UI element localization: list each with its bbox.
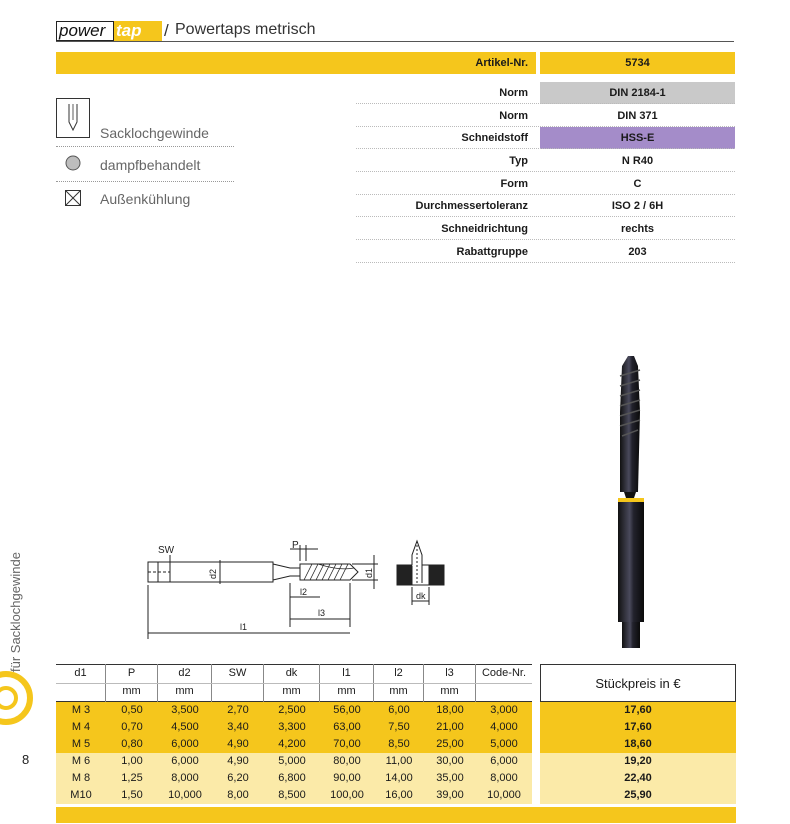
col-header-p: P (127, 667, 136, 679)
spec-label: Schneidstoff (461, 132, 528, 144)
corner-logo-icon (0, 670, 48, 726)
label-l3: l3 (318, 608, 326, 618)
side-category-text: für Sacklochgewinde (8, 552, 23, 672)
col-header-sw: SW (228, 667, 247, 679)
label-d1: d1 (364, 567, 374, 578)
legend-kuehlung: Außenkühlung (100, 191, 191, 207)
spec-row-norm-1 (56, 82, 735, 104)
legend-dampf: dampfbehandelt (100, 157, 201, 173)
spec-value: 203 (628, 246, 647, 258)
price-cell: 17,60 (624, 721, 652, 733)
spec-label: Artikel-Nr. (56, 52, 536, 74)
table-footer-bar (56, 807, 736, 823)
spec-value: DIN 2184-1 (540, 82, 735, 104)
external-cooling-icon (65, 190, 81, 206)
price-cell: 22,40 (624, 772, 652, 784)
table-row: M 5 0,80 6,000 4,90 4,200 70,00 8,50 25,00 5,000 18,60 (56, 736, 736, 753)
price-cell: 18,60 (624, 738, 652, 750)
tap-product-image (600, 352, 662, 652)
spec-row-artikel (56, 52, 735, 74)
spec-value: 5734 (540, 52, 735, 74)
price-cell: 17,60 (624, 704, 652, 716)
table-row: M 4 0,70 4,500 3,40 3,300 63,00 7,50 21,00 4,000 17,60 (56, 719, 736, 736)
spec-row-norm-2 (56, 105, 735, 127)
label-p: P (292, 540, 299, 551)
steam-treated-icon (65, 155, 81, 171)
spec-value: N R40 (621, 155, 654, 167)
col-header-d1: d1 (74, 667, 87, 679)
spec-row-schneidrichtung (56, 218, 735, 240)
col-header-l2: l2 (394, 667, 403, 679)
label-dk: dk (416, 591, 426, 601)
powertap-logo (56, 21, 162, 41)
price-cell: 19,20 (624, 755, 652, 767)
label-d2: d2 (208, 568, 218, 579)
spec-label: Typ (509, 155, 528, 167)
page-number: 8 (22, 752, 30, 767)
spec-label: Durchmessertoleranz (415, 200, 528, 212)
technical-drawing (140, 535, 470, 640)
spec-row-rabattgruppe (56, 241, 735, 263)
price-header: Stückpreis in € (540, 664, 736, 702)
spec-value: C (633, 178, 642, 190)
spec-value: ISO 2 / 6H (611, 200, 664, 212)
spec-label: Norm (499, 87, 528, 99)
label-l2: l2 (300, 587, 308, 597)
table-row: M 6 1,00 6,000 4,90 5,000 80,00 11,00 30,00 6,000 19,20 (56, 753, 736, 770)
logo-power: power (56, 21, 114, 41)
spec-value: DIN 371 (617, 110, 658, 122)
blind-hole-icon (56, 98, 90, 138)
col-header-dk: dk (285, 667, 298, 679)
spec-label: Norm (499, 110, 528, 122)
spec-value: rechts (620, 223, 655, 235)
spec-label: Form (500, 178, 528, 190)
table-row: M 8 1,25 8,000 6,20 6,800 90,00 14,00 35,00 8,000 22,40 (56, 770, 736, 787)
table-row: M 3 0,50 3,500 2,70 2,500 56,00 6,00 18,00 3,000 17,60 (56, 702, 736, 719)
logo-tap: tap (114, 21, 162, 41)
legend-sackloch: Sacklochgewinde (100, 125, 209, 141)
col-header-l3: l3 (445, 667, 454, 679)
col-header-l1: l1 (342, 667, 351, 679)
page-title: Powertaps metrisch (175, 21, 316, 38)
col-header-d2: d2 (178, 667, 191, 679)
header-rule (56, 41, 734, 42)
label-l1: l1 (240, 622, 248, 632)
col-header-code: Code-Nr. (481, 667, 527, 679)
price-cell: 25,90 (624, 789, 652, 801)
spec-label: Rabattgruppe (456, 246, 528, 258)
tap-yellow-ring (618, 498, 644, 502)
table-row: M10 1,50 10,000 8,00 8,500 100,00 16,00 39,00 10,000 25,90 (56, 787, 736, 804)
spec-label: Schneidrichtung (441, 223, 528, 235)
header-separator: / (164, 21, 169, 40)
label-sw: SW (158, 545, 175, 556)
spec-value: HSS-E (540, 127, 735, 149)
